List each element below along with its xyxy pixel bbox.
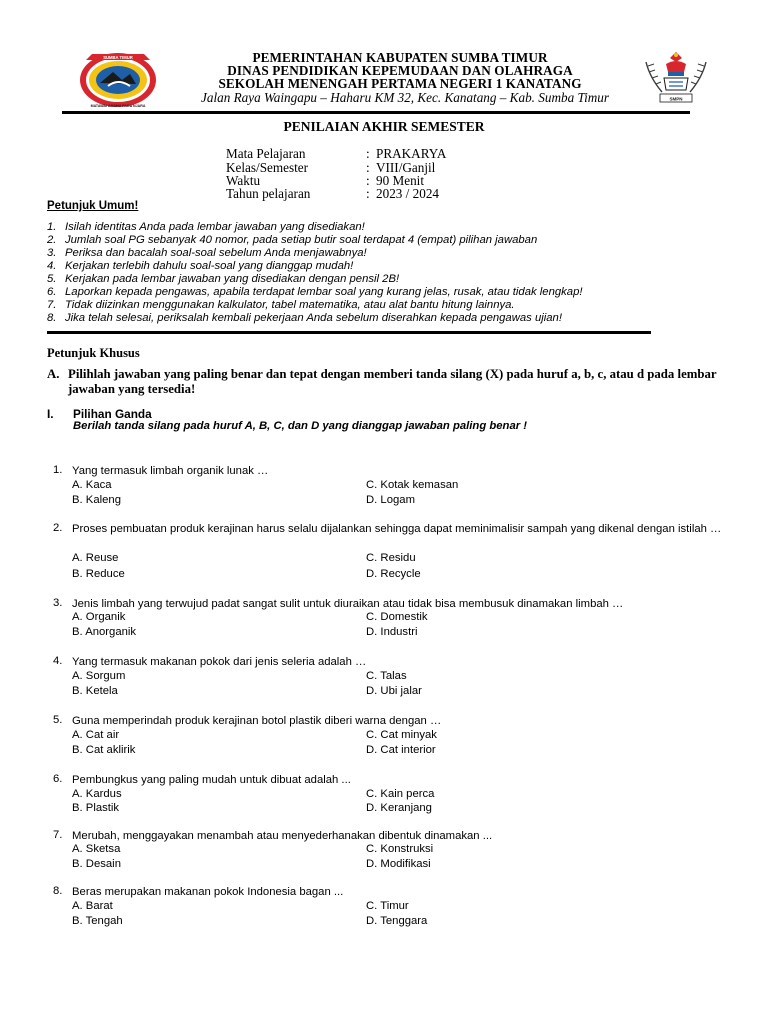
general-instruction-item: 4. Kerjakan terlebih dahulu soal-soal yang dianggap mudah! xyxy=(47,260,354,272)
info-colon: : xyxy=(366,186,370,201)
question-text: Yang termasuk makanan pokok dari jenis seleria adalah … xyxy=(72,656,367,668)
question-number: 5. xyxy=(53,714,63,726)
question-text: Proses pembuatan produk kerajinan harus selalu dijalankan sehingga dapat meminimalisir sampah yang dikenal dengan istilah … xyxy=(72,523,722,535)
header-line-2: DINAS PENDIDIKAN KEPEMUDAAN DAN OLAHRAGA xyxy=(227,63,573,78)
question xyxy=(53,522,733,552)
general-instruction-item: 8. Jika telah selesai, periksalah kembali pekerjaan Anda sebelum diserahkan kepada pengawas ujian! xyxy=(47,312,562,324)
option-a: A. Sorgum xyxy=(72,670,126,682)
info-label: Kelas/Semester xyxy=(226,160,309,175)
question xyxy=(53,597,733,612)
section-a-letter: A. xyxy=(47,367,60,381)
option-c: C. Kain perca xyxy=(366,788,435,800)
section-divider xyxy=(47,331,651,334)
question-text: Yang termasuk limbah organik lunak … xyxy=(72,465,269,477)
option-a: A. Cat air xyxy=(72,729,120,741)
section-i-number: I. xyxy=(47,407,54,421)
logo-right-text: SMPN xyxy=(669,96,683,102)
general-instruction-item: 5. Kerjakan pada lembar jawaban yang disediakan dengan pensil 2B! xyxy=(47,273,400,285)
info-label: Waktu xyxy=(226,173,261,188)
info-colon: : xyxy=(366,173,370,188)
option-c: C. Cat minyak xyxy=(366,729,437,741)
option-b: B. Ketela xyxy=(72,685,118,697)
option-d: D. Ubi jalar xyxy=(366,685,422,697)
info-label: Mata Pelajaran xyxy=(226,146,306,161)
option-b: B. Plastik xyxy=(72,802,120,814)
option-d: D. Cat interior xyxy=(366,744,436,756)
header-address: Jalan Raya Waingapu – Haharu KM 32, Kec. Kanatang – Kab. Sumba Timur xyxy=(201,90,609,105)
option-c: C. Konstruksi xyxy=(366,843,434,855)
option-d: D. Logam xyxy=(366,494,415,506)
option-d: D. Tenggara xyxy=(366,915,428,927)
question xyxy=(53,829,733,844)
section-i-title: Pilihan Ganda xyxy=(73,407,152,421)
logo-left-text: SUMBA TIMUR xyxy=(103,55,133,60)
info-value: 2023 / 2024 xyxy=(376,186,440,201)
question xyxy=(53,714,733,729)
question-text: Jenis limbah yang terwujud padat sangat sulit untuk diuraikan atau tidak bisa membusuk dinamakan limbah … xyxy=(72,598,624,610)
section-a xyxy=(47,367,727,399)
regency-logo xyxy=(78,50,158,110)
general-instruction-item: 7. Tidak diizinkan menggunakan kalkulator, tabel matematika, atau alat bantu hitung lainnya. xyxy=(47,299,515,311)
option-b: B. Reduce xyxy=(72,568,125,580)
question-number: 4. xyxy=(53,655,63,667)
option-a: A. Sketsa xyxy=(72,843,121,855)
info-value: PRAKARYA xyxy=(376,146,447,161)
exam-title: PENILAIAN AKHIR SEMESTER xyxy=(283,119,485,134)
info-colon: : xyxy=(366,160,370,175)
header-line-1: PEMERINTAHAN KABUPATEN SUMBA TIMUR xyxy=(252,50,548,65)
section-a-text: Pilihlah jawaban yang paling benar dan tepat dengan memberi tanda silang (X) pada huruf a, b, c, atau d pada lembar jawaban yang tersedia! xyxy=(68,367,717,396)
question-text: Guna memperindah produk kerajinan botol plastik diberi warna dengan … xyxy=(72,715,442,727)
question xyxy=(53,773,733,788)
general-instruction-item: 1. Isilah identitas Anda pada lembar jawaban yang disediakan! xyxy=(47,221,365,233)
info-colon: : xyxy=(366,146,370,161)
option-d: D. Modifikasi xyxy=(366,858,431,870)
question-text: Merubah, menggayakan menambah atau menyederhanakan dibentuk dinamakan ... xyxy=(72,830,493,842)
option-b: B. Tengah xyxy=(72,915,123,927)
option-a: A. Reuse xyxy=(72,552,119,564)
option-d: D. Industri xyxy=(366,626,418,638)
option-d: D. Recycle xyxy=(366,568,421,580)
header-line-3: SEKOLAH MENENGAH PERTAMA NEGERI 1 KANATANG xyxy=(218,76,582,91)
option-b: B. Anorganik xyxy=(72,626,137,638)
option-b: B. Desain xyxy=(72,858,121,870)
logo-left-motto: MATAWAI AMAHU PADA NJARA xyxy=(90,104,146,108)
question-number: 6. xyxy=(53,773,63,785)
option-a: A. Kaca xyxy=(72,479,112,491)
general-instruction-item: 6. Laporkan kepada pengawas, apabila terdapat lembar soal yang kurang jelas, rusak, atau tidak lengkap! xyxy=(47,286,583,298)
question xyxy=(53,655,733,670)
specific-instructions-title: Petunjuk Khusus xyxy=(47,346,140,360)
option-a: A. Barat xyxy=(72,900,113,912)
question-number: 3. xyxy=(53,597,63,609)
question-text: Beras merupakan makanan pokok Indonesia bagan ... xyxy=(72,886,344,898)
question-number: 1. xyxy=(53,464,63,476)
option-c: C. Talas xyxy=(366,670,407,682)
question xyxy=(53,885,733,900)
general-instruction-item: 3. Periksa dan bacalah soal-soal sebelum Anda menjawabnya! xyxy=(47,247,367,259)
option-b: B. Cat aklirik xyxy=(72,744,136,756)
general-instruction-item: 2. Jumlah soal PG sebanyak 40 nomor, pada setiap butir soal terdapat 4 (empat) pilihan jawaban xyxy=(47,234,538,246)
question-number: 8. xyxy=(53,885,63,897)
option-c: C. Kotak kemasan xyxy=(366,479,459,491)
question-text: Pembungkus yang paling mudah untuk dibuat adalah ... xyxy=(72,774,351,786)
section-i-instruction: Berilah tanda silang pada huruf A, B, C, dan D yang dianggap jawaban paling benar ! xyxy=(73,420,528,432)
option-d: D. Keranjang xyxy=(366,802,432,814)
question-number: 2. xyxy=(53,522,63,534)
question xyxy=(53,464,733,479)
info-label: Tahun pelajaran xyxy=(226,186,311,201)
option-c: C. Timur xyxy=(366,900,409,912)
info-value: 90 Menit xyxy=(376,173,424,188)
general-instructions-title: Petunjuk Umum! xyxy=(47,200,139,212)
option-c: C. Residu xyxy=(366,552,416,564)
option-a: A. Organik xyxy=(72,611,126,623)
option-c: C. Domestik xyxy=(366,611,428,623)
option-a: A. Kardus xyxy=(72,788,122,800)
question-number: 7. xyxy=(53,829,63,841)
header-divider xyxy=(62,111,690,114)
option-b: B. Kaleng xyxy=(72,494,121,506)
info-value: VIII/Ganjil xyxy=(376,160,436,175)
